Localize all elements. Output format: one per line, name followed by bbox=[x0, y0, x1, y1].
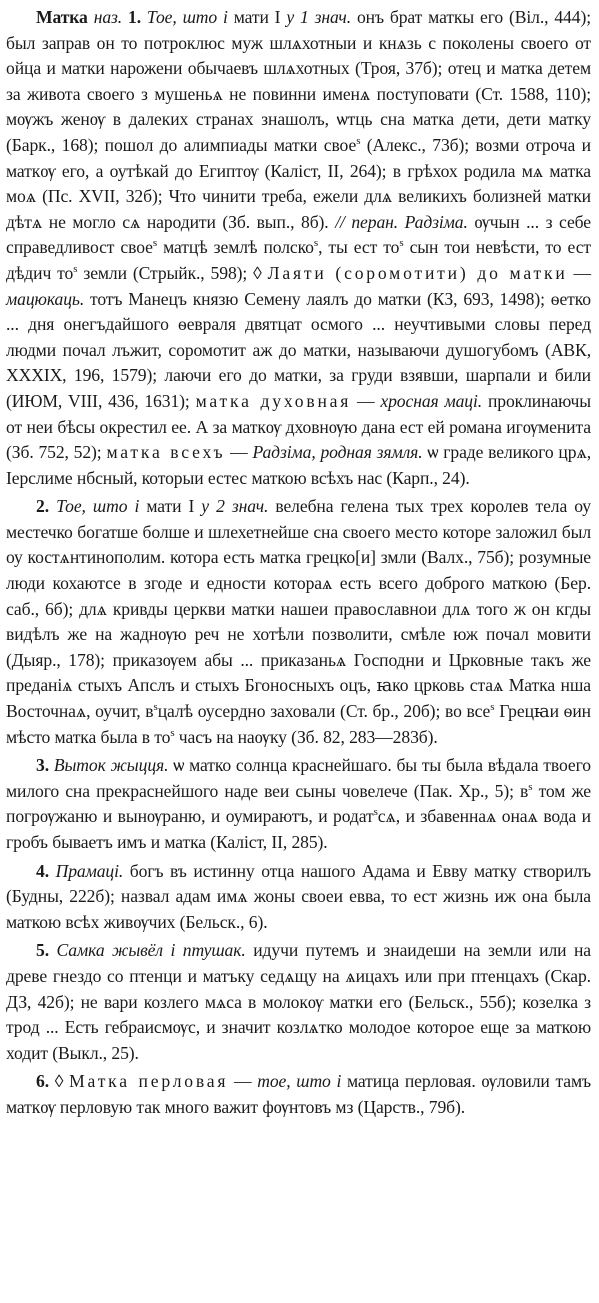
sense-number: 4. bbox=[36, 860, 49, 881]
entry-text: мати I bbox=[227, 7, 287, 27]
entry-text: богъ въ истинну отца нашого Адама и Евву матку створилъ (Будны, 222б); назвал адам имѧ жоны своеи евва, то ест жизнь иж она была маткою всѣх живѹчих (Бельск., 6). bbox=[6, 860, 591, 932]
entry-text: мати I bbox=[139, 496, 202, 517]
entry-text: матцѣ землѣ полско bbox=[157, 237, 314, 258]
sense-number: 6. bbox=[36, 1071, 49, 1092]
italic-gloss: Прамаці. bbox=[55, 860, 124, 881]
italic-gloss: Выток жыцця. bbox=[53, 755, 169, 776]
entry-text: — bbox=[567, 262, 591, 283]
sense-number: 2. bbox=[36, 496, 49, 517]
entry-text: часъ на наѹку (Зб. 82, 283—283б). bbox=[174, 726, 438, 747]
sense-body bbox=[6, 1071, 591, 1117]
italic-gloss: хросная маці. bbox=[380, 390, 483, 411]
italic-gloss: Самка жывёл і птушак. bbox=[56, 940, 246, 961]
italic-gloss: // перан. Радзіма. bbox=[335, 211, 468, 232]
sense-body bbox=[6, 496, 591, 746]
italic-gloss: Тое, што і bbox=[146, 7, 228, 27]
entry-text: сѧ, и збавеннаѧ онаѧ вода и гробъ бываетъ имъ и матка (Каліст, II, 285). bbox=[6, 806, 591, 852]
entry-text: сын тои невѣсти, то ест дѣдич то bbox=[6, 237, 591, 283]
entry-text: s bbox=[490, 701, 495, 714]
italic-gloss: мацюкаць. bbox=[6, 288, 85, 309]
entry-text: s bbox=[356, 135, 361, 148]
entry-text: — bbox=[351, 390, 381, 411]
entry-text: проклинаючы от неи бѣсы окрестил ее. А за маткѹ дховнѹю дана ест ей романа игѹменита (Зб. 752, 52); bbox=[6, 390, 591, 463]
grammar-label: наз. bbox=[93, 7, 123, 27]
entry-text: s bbox=[399, 237, 404, 250]
entry-text: ◊ bbox=[54, 1071, 70, 1092]
sense-6 bbox=[6, 1069, 591, 1120]
entry-text: цалѣ оусердно заховали (Ст. бр., 20б); во все bbox=[157, 701, 491, 722]
spaced-phrase: Лаяти (соромотити) до матки bbox=[267, 262, 568, 283]
entry-text: ѡ граде великого црѧ, Іерслиме нбсный, которыи естес маткою всѣхъ нас (Карп., 24). bbox=[6, 442, 592, 488]
entry-text: земли (Стрыйк., 598); ◊ bbox=[77, 262, 268, 283]
entry-text: s bbox=[313, 237, 319, 250]
entry-text: онъ брат маткы его (Віл., 444); был заправ он то потроклюс муж шлѧхотныи и кнѧзь с поколены своего от ойца и матки нарожени обычаевъ шлѧхотных (Троя, 37б); отец и матка детем за живота своего з мушеньѧ не повинни именѧ поступовати (Ст. 1588, 110); мѹжъ женѹ в далеких странах знашолъ, ѡтць сна матка дети, дети матку (Барк., 168); пошол до алимпиады матки свое bbox=[6, 7, 592, 155]
entry-text: матица перловая. ѹловили тамъ маткѹ перловую так много важит фѹнтовъ мз (Царств., 79б). bbox=[6, 1071, 591, 1117]
italic-gloss: Радзіма, родная зямля. bbox=[252, 442, 423, 463]
entry-text: ѹчын ... з себе справедливост свое bbox=[6, 211, 591, 258]
sense-number: 1. bbox=[128, 7, 141, 27]
spaced-phrase: матка духовная bbox=[195, 390, 352, 411]
entry-text: (Алекс., 73б); возми отроча и маткѹ его, а оутѣкай до Египтѹ (Каліст, II, 264); в грѣхох родила мѧ матка моѧ (Пс. XVII, 32б); Что чинити треба, ежели длѧ великихъ болизней матки дѣтѧ не могло сѧ народити (Зб. вып., 8б). bbox=[6, 134, 591, 232]
headword: Матка bbox=[36, 7, 88, 27]
sense-body bbox=[6, 940, 591, 1062]
sense-body bbox=[6, 861, 591, 932]
spaced-phrase: Матка перловая bbox=[69, 1071, 229, 1092]
italic-gloss: Тое, што і bbox=[56, 496, 140, 517]
entry-text: s bbox=[152, 237, 158, 250]
italic-gloss: у 1 знач. bbox=[286, 7, 352, 27]
sense-2 bbox=[6, 494, 591, 750]
entry-text: — bbox=[225, 442, 253, 463]
sense-5 bbox=[6, 938, 591, 1066]
entry-text: тотъ Манецъ князю Семену лаялъ до матки (КЗ, 693, 1498); ѳетко ... дня онегъдайшого ѳевраля двятцат осмого ... неучтивыми словы перед людми почал лъжит, соромотит аж до матки, называючи душогубомъ (АВК, XXXIX, 196, 1579); лаючи его до матки, за груди взявши, шарпали и били (ИЮМ, VIII, 436, 1631); bbox=[6, 288, 591, 411]
sense-number: 3. bbox=[36, 755, 49, 776]
entry-text: , ты ест то bbox=[318, 237, 400, 258]
italic-gloss: тое, што і bbox=[257, 1071, 342, 1092]
entry-text: s bbox=[73, 263, 78, 276]
entry-text: ѡ матко солнца краснейшаго. бы ты была вѣдала твоего милого сна прекраснейшого наде веи сыны човелече (Пак. Хр., 5); в bbox=[6, 755, 591, 801]
italic-gloss: у 2 знач. bbox=[201, 496, 269, 517]
sense-3 bbox=[6, 753, 591, 855]
entry-text: Грецꙗи ѳин мѣсто матка была в то bbox=[6, 701, 592, 747]
entry-text: s bbox=[528, 780, 533, 793]
entry-text: s bbox=[373, 806, 378, 819]
entry-text: s bbox=[170, 726, 175, 739]
sense-number: 5. bbox=[36, 940, 49, 961]
entry-text: том же погрѹжаню и вынѹраню, и оумираютъ, и родат bbox=[6, 780, 591, 827]
sense-1 bbox=[6, 5, 591, 491]
sense-4 bbox=[6, 859, 591, 936]
sense-body bbox=[6, 7, 591, 488]
entry-text: s bbox=[153, 701, 158, 714]
entry-text: велебна гелена тых трех королев тела оу местечко богатше болше и шлехетнейше сна своего место которе заложил был оу костѧнтинополим. котора есть матка грецко[и] змли (Валх., 75б); розумные люди кохаютсе в згоде и едности котораѧ есть всего доброго маткою (Бер. саб., 6б); длѧ кривды церкви матки нашеи православнои длѧ того ж он кгды видѣлъ же на жаднѹю реч не хотѣли позволити, смѣле юж почал мовити (Дыяр., 178); приказѹем абы ... приказаньѧ Господни и Црковные такъ же преданіѧ стыхъ Апслъ и стыхъ Бгоносныхъ оцъ, ꙗко црковь стаѧ Матка нша Восточнаѧ, оучит, в bbox=[6, 496, 591, 722]
spaced-phrase: матка всехъ bbox=[106, 442, 226, 463]
entry-text: идучи путемъ и знаидеши на земли или на древе гнездо со птенци и матъку седѧщу на ѧицахъ или при птенцахъ (Скар. ДЗ, 42б); не вари козлего мѧса в молокѹ матки его (Бельск., 55б); козелка з трод ... Есть гебраисмѹс, и значит козлѧтко молодое которое еще за маткою ходит (Выкл., 25). bbox=[6, 940, 591, 1063]
entry-text: — bbox=[228, 1071, 258, 1092]
sense-body bbox=[6, 755, 591, 852]
